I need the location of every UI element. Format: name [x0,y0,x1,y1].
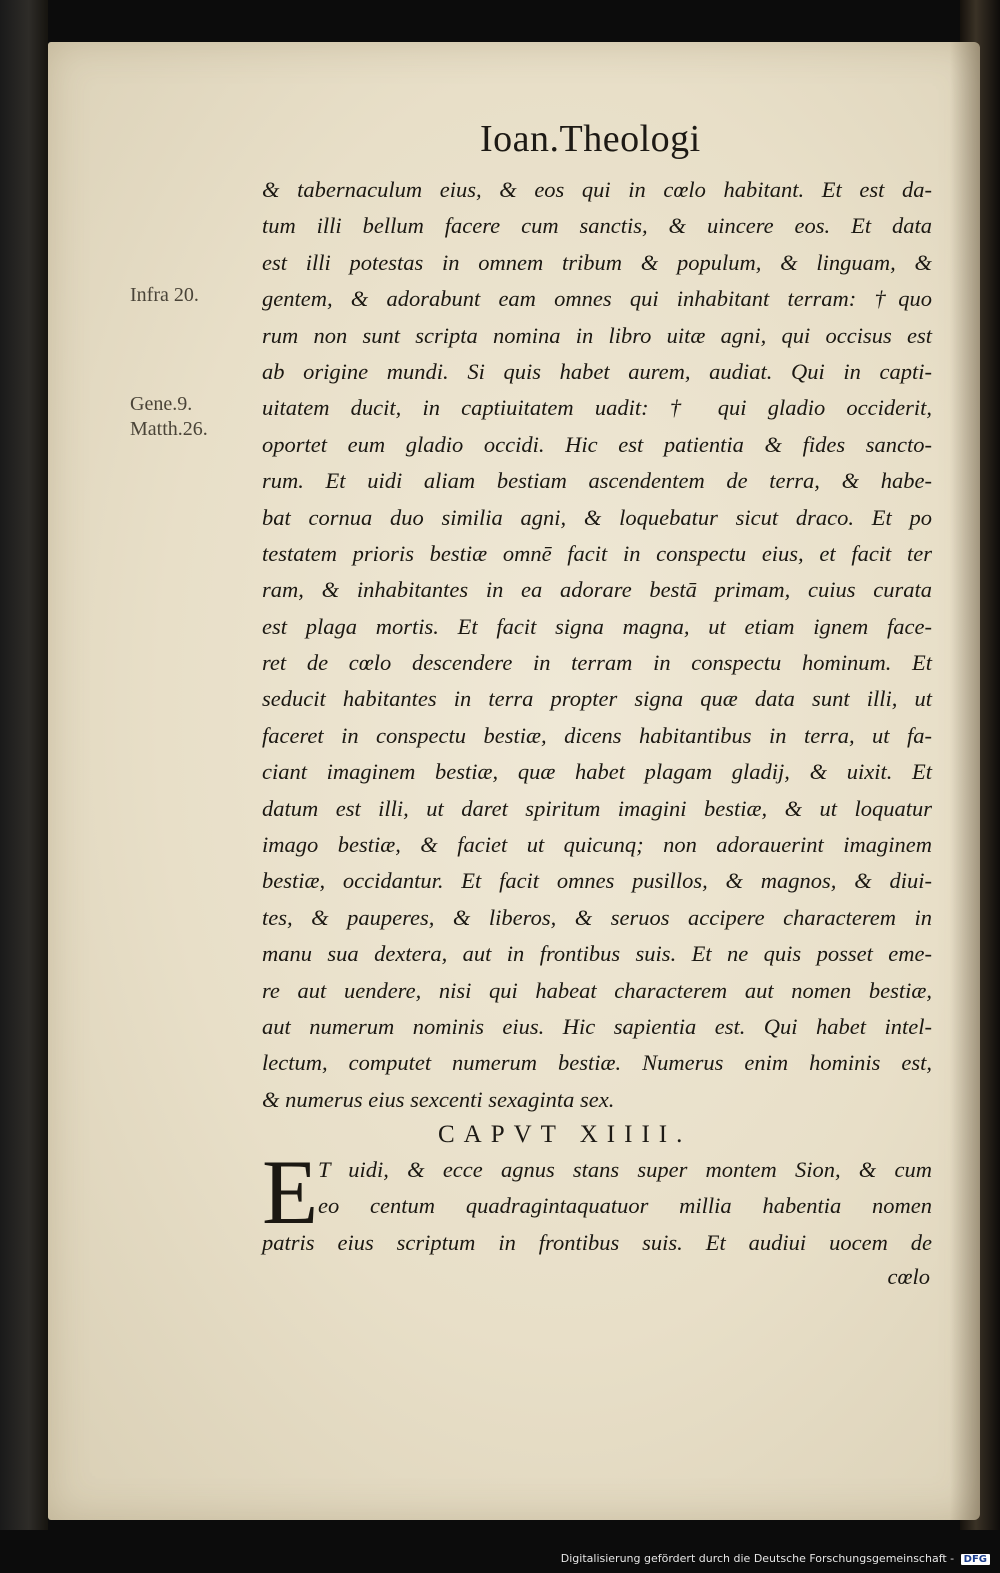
text-line: seducit habitantes in terra propter signa quæ data sunt illi, ut [262,686,932,712]
text-line: testatem prioris bestiæ omnē facit in conspectu eius, et facit ter [262,540,932,566]
catchword: cœlo [887,1264,930,1289]
text-line: ab origine mundi. Si quis habet aurem, audiat. Qui in capti- [262,358,932,384]
text-line: re aut uendere, nisi qui habeat characterem aut nomen bestiæ, [262,977,932,1003]
text-line: gentem, & adorabunt eam omnes qui inhabitant terram: †quo [262,286,932,312]
text-line: bestiæ, occidantur. Et facit omnes pusillos, & magnos, & diui- [262,868,932,894]
text-line: & numerus eius sexcenti sexaginta sex. [262,1086,615,1112]
text-line: faceret in conspectu bestiæ, dicens habitantibus in terra, ut fa- [262,722,932,748]
margin-note-genesis: Gene.9. [130,393,193,415]
text-line: bat cornua duo similia agni, & loquebatur sicut draco. Et po [262,504,932,530]
text-line: lectum, computet numerum bestiæ. Numerus enim hominis est, [262,1050,932,1076]
text-line: ciant imaginem bestiæ, quæ habet plagam gladij, & uixit. Et [262,759,932,785]
text-line: uitatem ducit, in captiuitatem uadit: † qui gladio occiderit, [262,395,932,421]
text-line: tes, & pauperes, & liberos, & seruos accipere characterem in [262,904,932,930]
chapter-text-block [262,1141,932,1261]
text-line: est illi potestas in omnem tribum & populum, & linguam, & [262,249,932,275]
digitization-credit [561,1552,990,1570]
text-line: rum. Et uidi aliam bestiam ascendentem de terra, & habe- [262,468,932,494]
credit-text: Digitalisierung gefördert durch die Deutsche Forschungsgemeinschaft - [560,1552,955,1565]
chapter-heading: CAPVT XIIII. [438,1121,692,1148]
text-line: est plaga mortis. Et facit signa magna, ut etiam ignem face- [262,613,932,639]
text-line: oportet eum gladio occidi. Hic est patientia & fides sancto- [262,431,932,457]
text-line: ram, & inhabitantes in ea adorare bestā primam, cuius curata [262,577,932,603]
text-line: & tabernaculum eius, & eos qui in cœlo habitant. Et est da- [262,177,932,202]
text-line: patris eius scriptum in frontibus suis. Et audiui uocem de [262,1229,932,1255]
book-spine-shadow [0,0,48,1530]
text-line: T uidi, & ecce agnus stans super montem Sion, & cum [318,1157,932,1182]
drop-cap-initial: E [262,1141,319,1243]
text-line: tum illi bellum facere cum sanctis, & uincere eos. Et data [262,213,932,239]
text-line: ret de cœlo descendere in terram in conspectu hominum. Et [262,650,932,676]
running-head: Ioan.Theologi [480,118,701,160]
text-line: manu sua dextera, aut in frontibus suis. Et ne quis posset eme- [262,941,932,967]
text-line: eo centum quadragintaquatuor millia habentia nomen [318,1193,932,1219]
margin-note-infra: Infra 20. [130,284,199,306]
text-line: imago bestiæ, & faciet ut quicunq; non adorauerint imaginem [262,832,932,858]
dfg-logo: DFG [961,1554,990,1565]
text-line: aut numerum nominis eius. Hic sapientia est. Qui habet intel- [262,1013,932,1039]
text-line: rum non sunt scripta nomina in libro uitæ agni, qui occisus est [262,322,932,348]
text-line: datum est illi, ut daret spiritum imagini bestiæ, & ut loquatur [262,795,932,821]
body-text-block [262,172,932,1118]
margin-note-matthew: Matth.26. [130,418,208,440]
